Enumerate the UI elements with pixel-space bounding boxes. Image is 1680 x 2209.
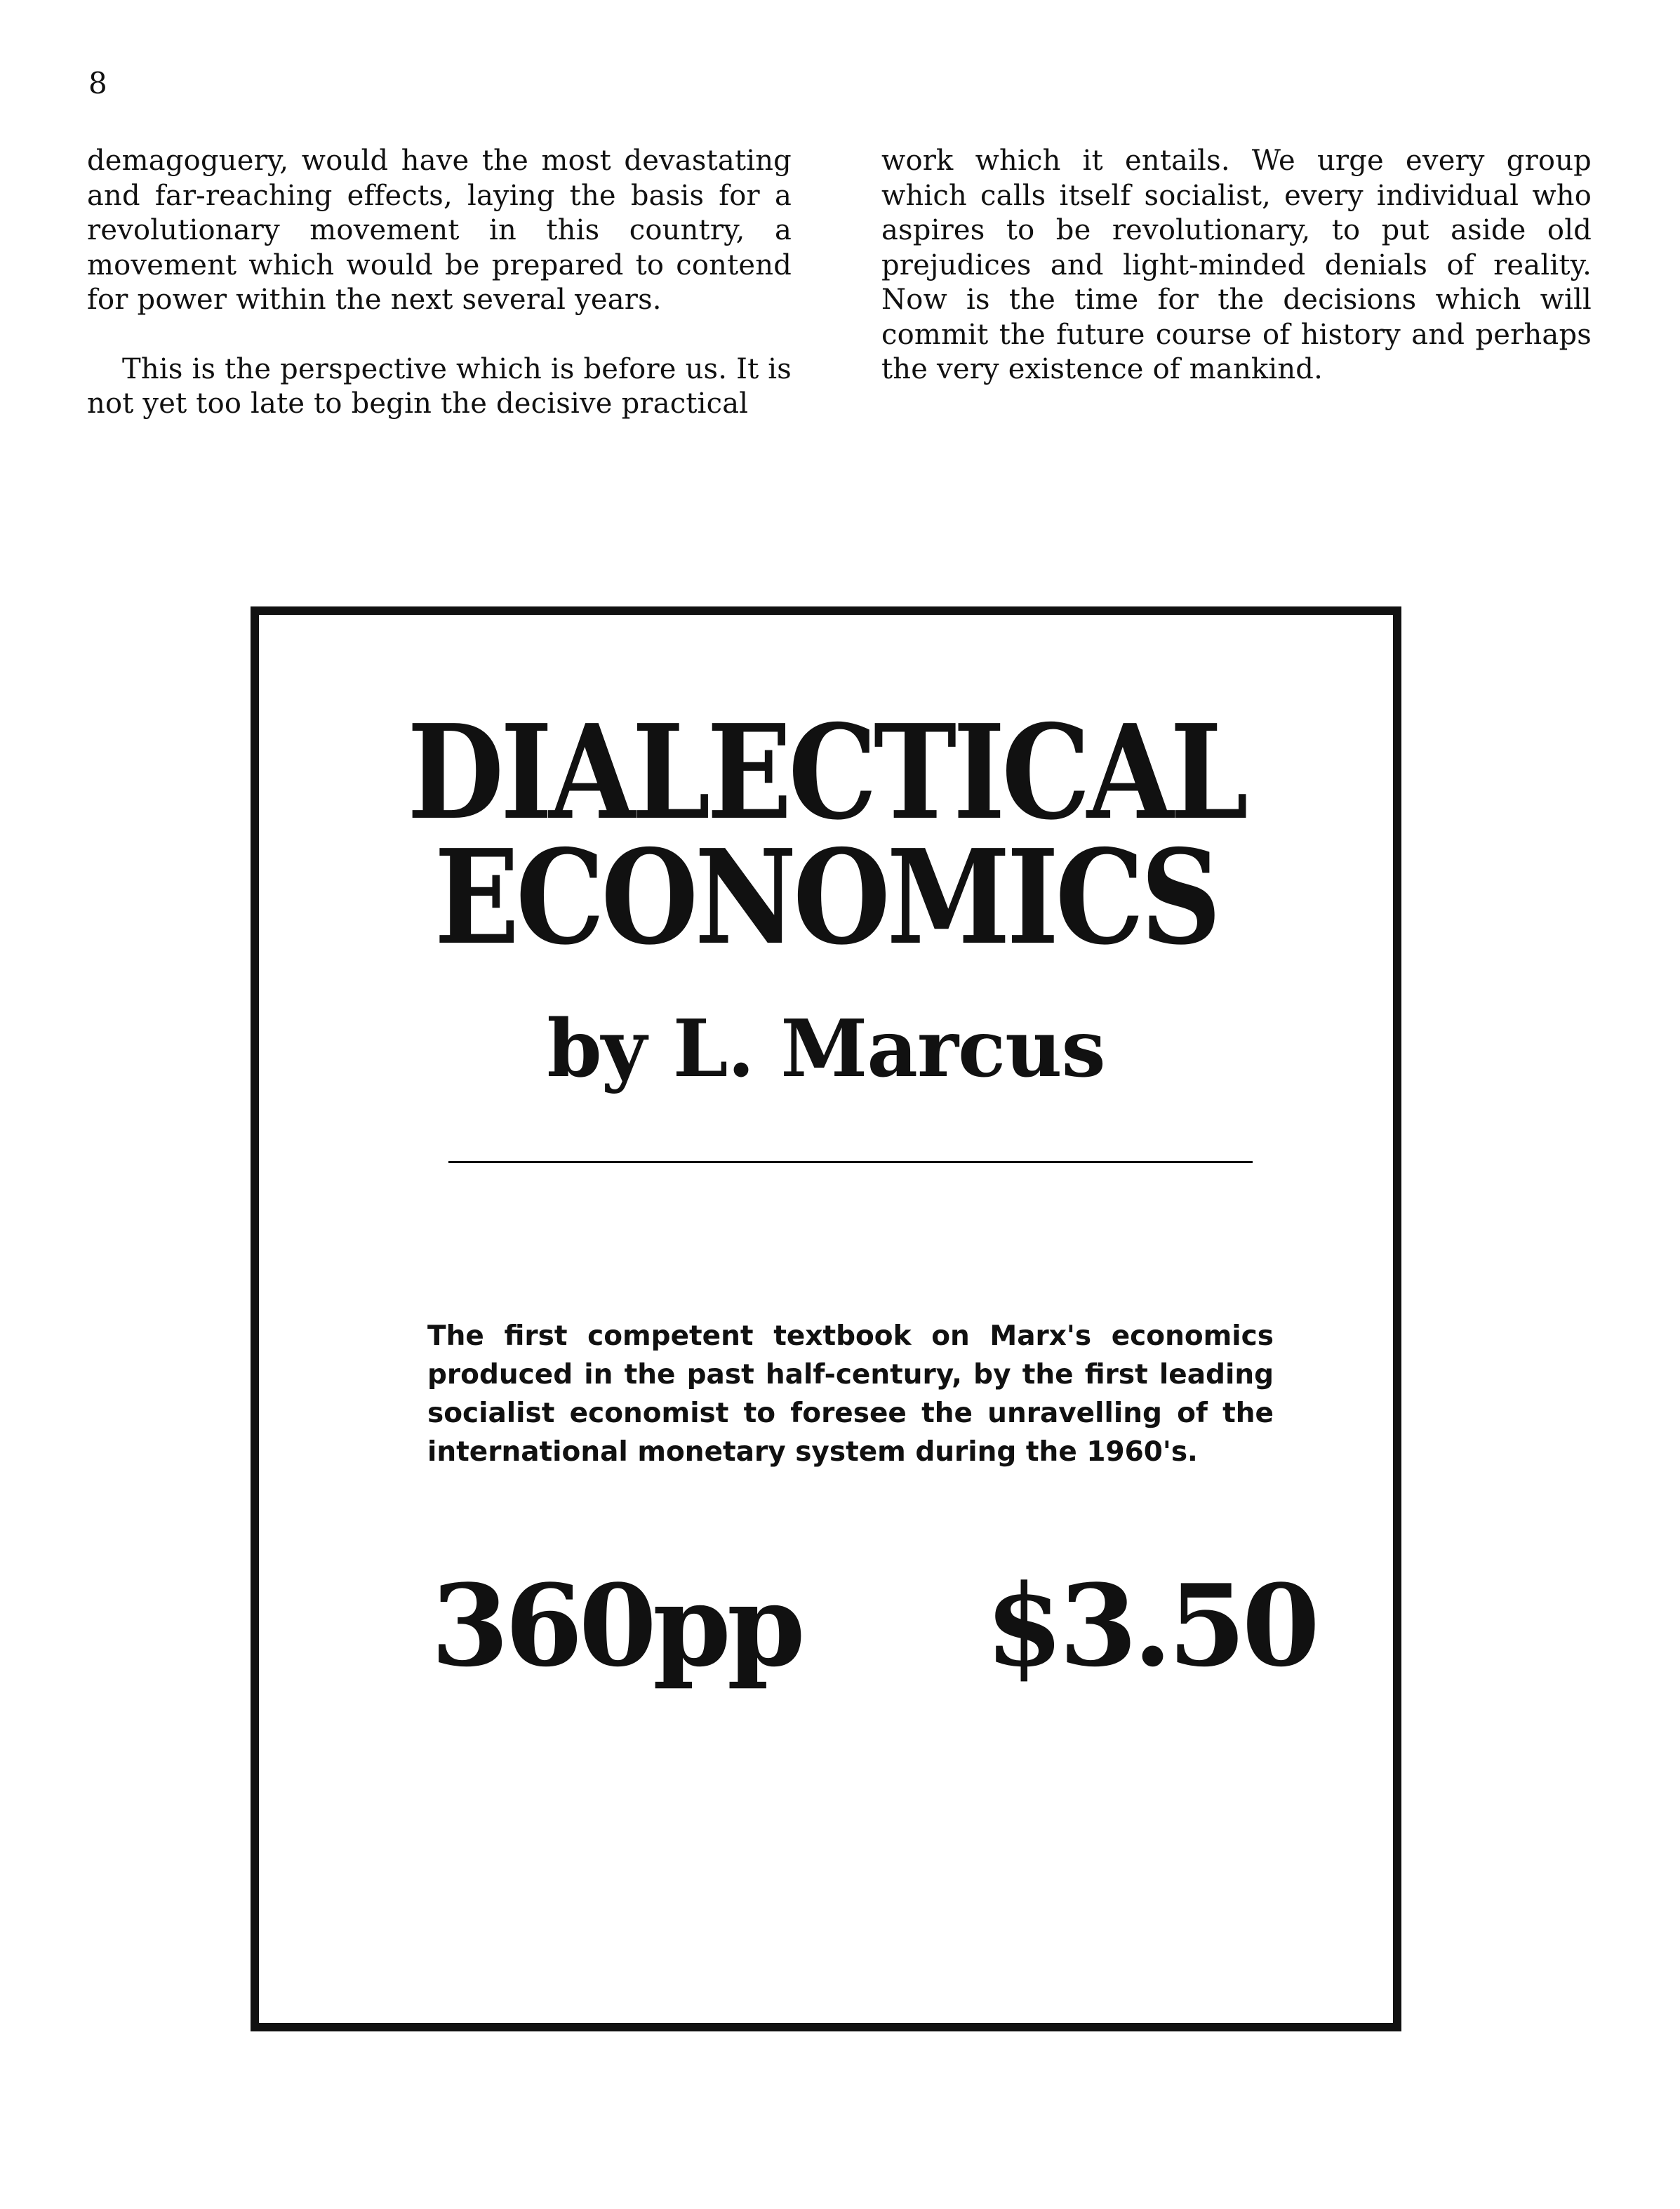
ad-blurb: The first competent textbook on Marx's economics produced in the past half-century, by the first leading socialist economist to foresee the unravelling of the international monetary system during the 1960's. [427,1320,1274,1468]
book-advertisement [251,606,1401,2031]
left-paragraph: demagoguery, would have the most devastating and far-reaching effects, laying the basis for a revolutionary movement in this country, a movement which would be prepared to contend for power within the next several years. [87,145,792,316]
right-paragraph: work which it entails. We urge every group which calls itself socialist, every individual who aspires to be revolutionary, to put aside old prejudices and light-minded denials of reality. Now is the time for the decisions which will commit the future course of history and perhaps the very existence of mankind. [881,145,1592,385]
left-column [87,144,792,422]
right-column [881,144,1592,387]
ad-divider [448,1161,1253,1163]
ad-title-line-1: DIALECTICAL [407,696,1245,849]
ad-title [338,696,1314,974]
ad-title-line-2: ECONOMICS [434,821,1218,974]
page-number: 8 [88,66,107,100]
left-paragraph: This is the perspective which is before us. It is not yet too late to begin the decisive practical [87,352,792,420]
ad-price: $3.50 [985,1560,1316,1692]
ad-author: by L. Marcus [547,1003,1105,1095]
ad-page-count: 360pp [431,1560,801,1692]
